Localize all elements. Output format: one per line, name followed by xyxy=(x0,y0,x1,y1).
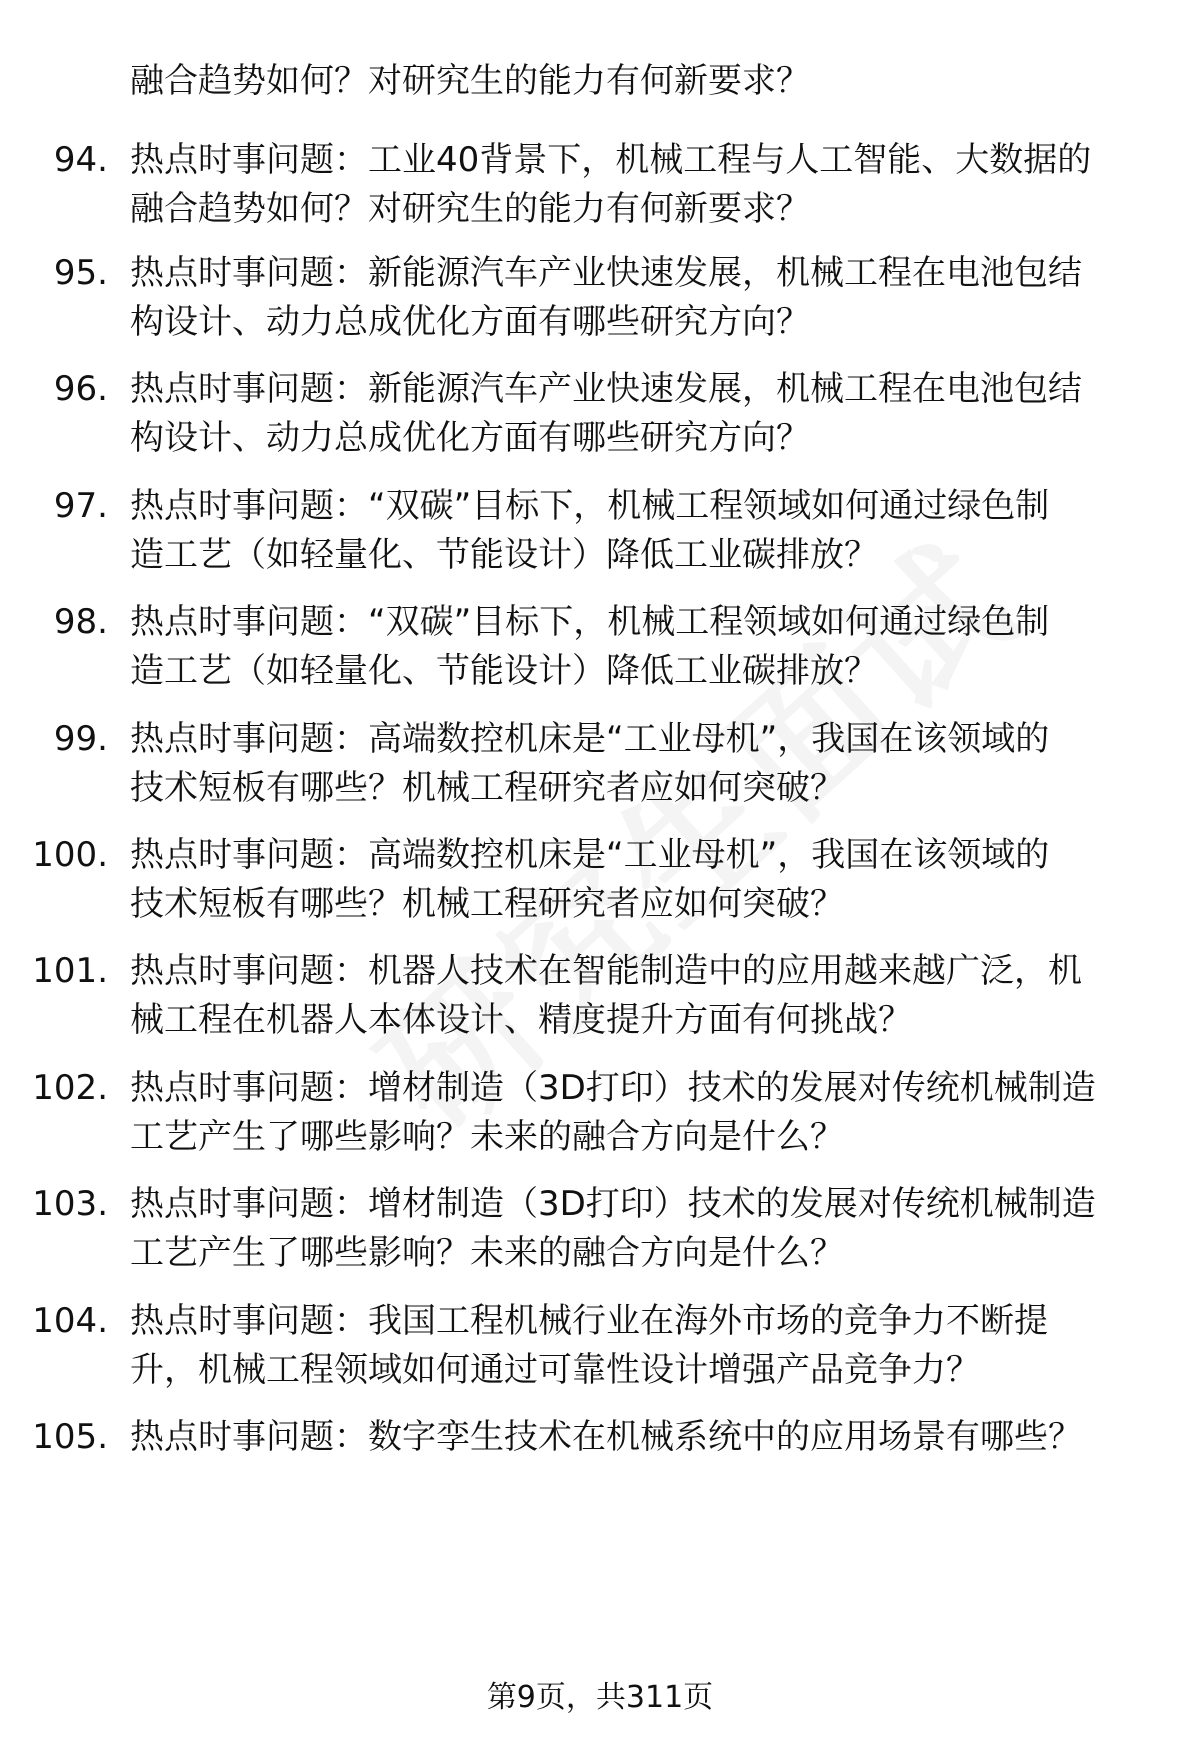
question-text-line: 热点时事问题：增材制造（3D打印）技术的发展对传统机械制造 xyxy=(130,1068,1096,1108)
question-item xyxy=(0,1065,1200,1165)
question-text-line: 热点时事问题：新能源汽车产业快速发展，机械工程在电池包结 xyxy=(130,253,1082,293)
question-text-line: 融合趋势如何？对研究生的能力有何新要求？ xyxy=(130,189,810,229)
question-item xyxy=(0,137,1200,237)
question-text-line: 热点时事问题：“双碳”目标下，机械工程领域如何通过绿色制 xyxy=(130,602,1050,642)
question-item xyxy=(0,1298,1200,1398)
question-number: 101. xyxy=(32,951,108,991)
question-text-line: 构设计、动力总成优化方面有哪些研究方向？ xyxy=(130,302,810,342)
question-text-line: 热点时事问题：增材制造（3D打印）技术的发展对传统机械制造 xyxy=(130,1184,1096,1224)
question-text-line: 升，机械工程领域如何通过可靠性设计增强产品竞争力？ xyxy=(130,1350,980,1390)
question-item xyxy=(0,1181,1200,1281)
question-number: 102. xyxy=(32,1068,108,1108)
question-number: 98. xyxy=(53,602,108,642)
question-text-line: 热点时事问题：新能源汽车产业快速发展，机械工程在电池包结 xyxy=(130,369,1082,409)
question-text-line: 造工艺（如轻量化、节能设计）降低工业碳排放？ xyxy=(130,535,878,575)
continued-question-text: 融合趋势如何？对研究生的能力有何新要求？ xyxy=(130,61,810,101)
question-number: 99. xyxy=(53,719,108,759)
question-text-line: 工艺产生了哪些影响？未来的融合方向是什么？ xyxy=(130,1117,844,1157)
question-item xyxy=(0,948,1200,1048)
question-item xyxy=(0,716,1200,816)
question-item xyxy=(0,366,1200,466)
question-text-line: 热点时事问题：机器人技术在智能制造中的应用越来越广泛，机 xyxy=(130,951,1082,991)
question-text-line: 热点时事问题：数字孪生技术在机械系统中的应用场景有哪些？ xyxy=(130,1417,1082,1457)
question-text-line: 构设计、动力总成优化方面有哪些研究方向？ xyxy=(130,418,810,458)
question-text-line: 造工艺（如轻量化、节能设计）降低工业碳排放？ xyxy=(130,651,878,691)
question-number: 95. xyxy=(53,253,108,293)
question-number: 100. xyxy=(32,835,108,875)
question-number: 94. xyxy=(53,140,108,180)
question-text-line: 工艺产生了哪些影响？未来的融合方向是什么？ xyxy=(130,1233,844,1273)
question-number: 103. xyxy=(32,1184,108,1224)
question-text-line: 械工程在机器人本体设计、精度提升方面有何挑战？ xyxy=(130,1000,912,1040)
question-item xyxy=(0,250,1200,350)
page-number: 第9页，共311页 xyxy=(486,1680,714,1715)
question-number: 96. xyxy=(53,369,108,409)
question-text-line: 技术短板有哪些？机械工程研究者应如何突破？ xyxy=(130,768,844,808)
question-text-line: 热点时事问题：“双碳”目标下，机械工程领域如何通过绿色制 xyxy=(130,486,1050,526)
question-text-line: 热点时事问题：高端数控机床是“工业母机”，我国在该领域的 xyxy=(130,835,1050,875)
question-number: 97. xyxy=(53,486,108,526)
question-item xyxy=(0,1414,1200,1514)
question-number: 105. xyxy=(32,1417,108,1457)
question-item xyxy=(0,832,1200,932)
question-text-line: 热点时事问题：我国工程机械行业在海外市场的竞争力不断提 xyxy=(130,1301,1048,1341)
question-item xyxy=(0,599,1200,699)
question-number: 104. xyxy=(32,1301,108,1341)
question-text-line: 热点时事问题：高端数控机床是“工业母机”，我国在该领域的 xyxy=(130,719,1050,759)
question-item xyxy=(0,483,1200,583)
question-text-line: 技术短板有哪些？机械工程研究者应如何突破？ xyxy=(130,884,844,924)
question-text-line: 热点时事问题：工业40背景下，机械工程与人工智能、大数据的 xyxy=(130,140,1092,180)
